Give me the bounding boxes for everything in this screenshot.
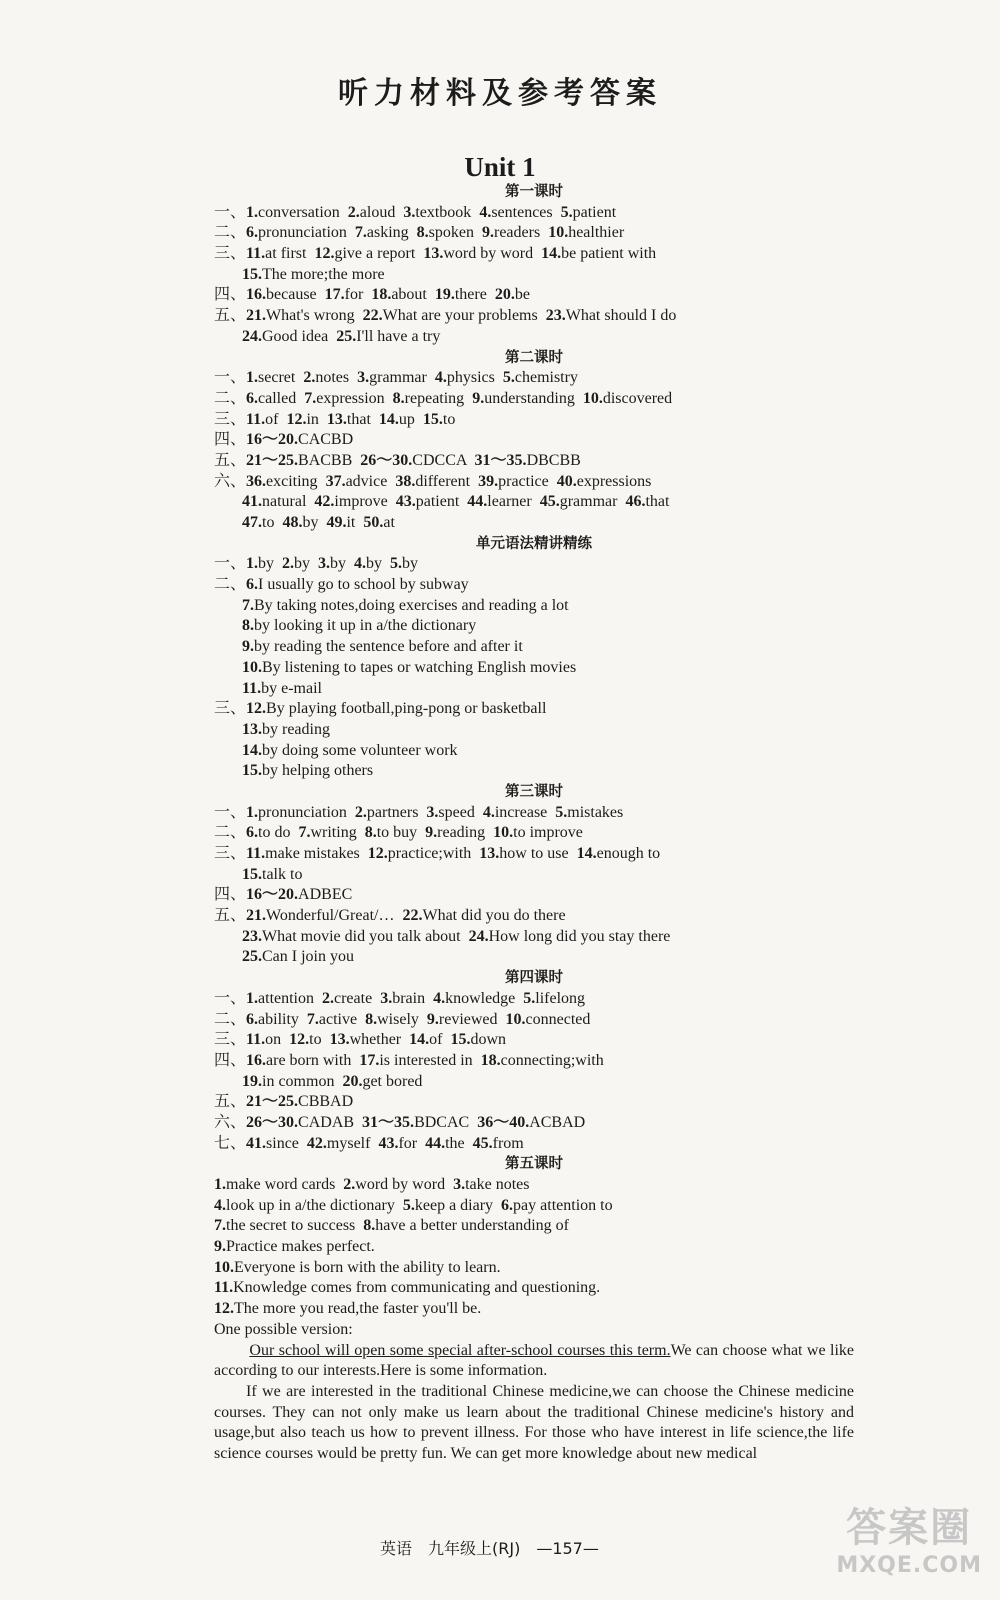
answer-line: 二、6.I usually go to school by subway <box>214 576 469 594</box>
answer-line: 7.By taking notes,doing exercises and reading a lot <box>242 596 569 614</box>
answer-line: 二、6.called 7.expression 8.repeating 9.understanding 10.discovered <box>214 389 673 407</box>
answer-line: 11.Knowledge comes from communicating and questioning. <box>214 1279 601 1297</box>
essay-paragraph-1 <box>214 1341 854 1382</box>
section-heading: 单元语法精讲精练 <box>476 535 592 552</box>
answer-line: 七、41.since 42.myself 43.for 44.the 45.from <box>214 1134 524 1152</box>
answer-line: 15.talk to <box>242 865 303 883</box>
answer-line: 一、1.pronunciation 2.partners 3.speed 4.increase 5.mistakes <box>214 803 624 821</box>
answer-line: 15.by helping others <box>242 762 374 780</box>
answer-line: 五、21.What's wrong 22.What are your problems 23.What should I do <box>214 307 677 325</box>
unit-title: Unit 1 <box>464 152 536 182</box>
answer-line: 9.Practice makes perfect. <box>214 1238 375 1256</box>
essay-paragraph-1-rest: We can choose what we like according to our interests.Here is some information. <box>214 1341 855 1380</box>
section-heading: 第二课时 <box>505 349 563 366</box>
answer-line: 六、36.exciting 37.advice 38.different 39.practice 40.expressions <box>214 472 652 490</box>
answer-line: 25.Can I join you <box>242 948 354 966</box>
answer-content <box>214 182 854 1465</box>
section-heading: 第五课时 <box>505 1156 563 1173</box>
answer-line: 一、1.secret 2.notes 3.grammar 4.physics 5.chemistry <box>214 369 578 387</box>
answer-line: 13.by reading <box>242 720 330 738</box>
page-title: 听力材料及参考答案 <box>338 76 662 111</box>
answer-line: 8.by looking it up in a/the dictionary <box>242 617 477 635</box>
answer-line: 二、6.pronunciation 7.asking 8.spoken 9.readers 10.healthier <box>214 224 625 242</box>
answer-line: 11.by e-mail <box>242 679 322 697</box>
answer-line: 五、21～25.CBBAD <box>214 1093 354 1111</box>
essay-topic-sentence: Our school will open some special after-school courses this term. <box>249 1341 671 1359</box>
answer-line: 1.make word cards 2.word by word 3.take notes <box>214 1176 530 1193</box>
answer-line: 15.The more;the more <box>242 265 385 283</box>
answer-line: 9.by reading the sentence before and after it <box>242 638 523 656</box>
answer-line: 六、26～30.CADAB 31～35.BDCAC 36～40.ACBAD <box>214 1113 586 1131</box>
answer-line: 二、6.to do 7.writing 8.to buy 9.reading 10.to improve <box>214 824 583 842</box>
answer-line: 19.in common 20.get bored <box>242 1072 423 1090</box>
answer-line: 三、12.By playing football,ping-pong or basketball <box>214 700 547 718</box>
answer-line: 10.By listening to tapes or watching English movies <box>242 658 577 676</box>
answer-line: 12.The more you read,the faster you'll be. <box>214 1300 482 1318</box>
sample-essay <box>214 1341 854 1465</box>
watermark-main: 答案圈 <box>846 1505 973 1551</box>
answer-line: 24.Good idea 25.I'll have a try <box>242 327 441 345</box>
answer-line: 三、11.of 12.in 13.that 14.up 15.to <box>214 410 456 428</box>
answer-line: 五、21.Wonderful/Great/… 22.What did you do there <box>214 907 566 925</box>
answer-line: 23.What movie did you talk about 24.How long did you stay there <box>242 927 671 945</box>
answer-line: 一、1.by 2.by 3.by 4.by 5.by <box>214 555 419 573</box>
answer-line: 一、1.attention 2.create 3.brain 4.knowledge 5.lifelong <box>214 989 586 1007</box>
answer-line: 4.look up in a/the dictionary 5.keep a diary 6.pay attention to <box>214 1196 613 1214</box>
answer-line: 14.by doing some volunteer work <box>242 741 458 759</box>
answer-line: 四、16.are born with 17.is interested in 18.connecting;with <box>214 1051 604 1069</box>
answer-line: 一、1.conversation 2.aloud 3.textbook 4.sentences 5.patient <box>214 203 617 221</box>
section-heading: 第四课时 <box>505 970 563 987</box>
section-heading: 第一课时 <box>505 184 563 200</box>
answer-line: 41.natural 42.improve 43.patient 44.learner 45.grammar 46.that <box>242 493 670 511</box>
answer-line: 三、11.at first 12.give a report 13.word by word 14.be patient with <box>214 245 657 263</box>
section-heading: 第三课时 <box>505 783 563 800</box>
answer-line: 47.to 48.by 49.it 50.at <box>242 514 395 531</box>
answer-line: 三、11.make mistakes 12.practice;with 13.how to use 14.enough to <box>214 845 661 862</box>
answer-line: 10.Everyone is born with the ability to learn. <box>214 1258 501 1276</box>
answer-line: One possible version: <box>214 1320 353 1338</box>
answer-line: 四、16.because 17.for 18.about 19.there 20.be <box>214 286 530 304</box>
essay-paragraph-2: If we are interested in the traditional Chinese medicine,we can choose the Chinese medicine courses. They can not only make us learn about the traditional Chinese medicine's history and usage,but also teach us how to prevent illness. For those who have interest in life science,the life science courses would be pretty fun. We can get more knowledge about new medical <box>214 1382 854 1463</box>
answer-line: 四、16～20.CACBD <box>214 431 354 449</box>
watermark-url: MXQE.COM <box>836 1553 982 1578</box>
answer-line: 四、16～20.ADBEC <box>214 886 353 904</box>
answer-line: 二、6.ability 7.active 8.wisely 9.reviewed 10.connected <box>214 1010 591 1028</box>
answer-line: 7.the secret to success 8.have a better understanding of <box>214 1217 569 1235</box>
answer-line: 五、21～25.BACBB 26～30.CDCCA 31～35.DBCBB <box>214 451 581 469</box>
answer-line: 三、11.on 12.to 13.whether 14.of 15.down <box>214 1031 507 1049</box>
page-footer: 英语 九年级上(RJ) —157— <box>380 1539 599 1558</box>
watermark-logo <box>836 1496 982 1578</box>
answer-lines <box>214 182 854 1341</box>
